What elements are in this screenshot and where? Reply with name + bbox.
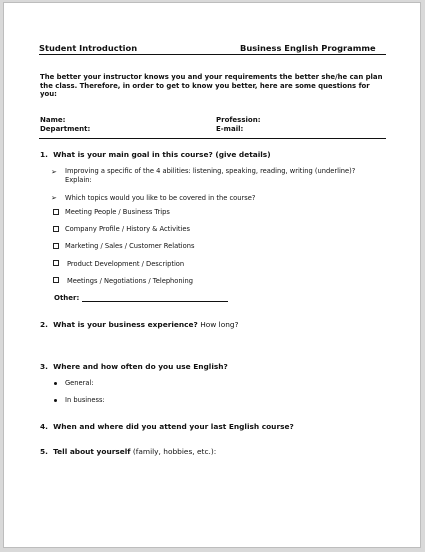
question-2	[40, 320, 239, 329]
question-1	[40, 150, 271, 159]
question-1-abilities	[65, 167, 395, 184]
department-label: Department:	[40, 125, 91, 133]
topic-checkbox[interactable]	[53, 226, 59, 232]
arrow-bullet-icon: ➢	[51, 194, 57, 202]
topic-option-label: Meetings / Negotiations / Telephoning	[67, 277, 193, 285]
topic-checkbox[interactable]	[53, 243, 59, 249]
abilities-line: Improving a specific of the 4 abilities: listening, speaking, reading, writing (underline)?	[65, 167, 356, 175]
question-4-text: When and where did you attend your last English course?	[53, 422, 294, 431]
question-5-text: Tell about yourself	[53, 447, 131, 456]
question-4-number: 4.	[40, 422, 48, 431]
bullet-icon	[54, 399, 57, 402]
question-5-number: 5.	[40, 447, 48, 456]
fields-rule	[39, 138, 386, 139]
topic-option-label: Marketing / Sales / Customer Relations	[65, 242, 195, 250]
topic-checkbox[interactable]	[53, 277, 59, 283]
topic-option-label: Company Profile / History & Activities	[65, 225, 191, 233]
topic-option-label: Meeting People / Business Trips	[65, 208, 170, 216]
bullet-icon	[54, 382, 57, 385]
question-1-topics: Which topics would you like to be covered in the course?	[65, 194, 256, 202]
document-title-right: Business English Programme	[240, 43, 376, 53]
question-2-hint: How long?	[197, 320, 239, 329]
question-5-hint: (family, hobbies, etc.):	[130, 447, 217, 456]
intro-paragraph: The better your instructor knows you and your requirements the better she/he can plan the class. Therefore, in order to get to know you better, here are some questions for you:	[40, 73, 383, 99]
general-label: General:	[65, 379, 94, 387]
question-4	[40, 422, 294, 431]
email-label: E-mail:	[216, 125, 244, 133]
question-3-number: 3.	[40, 362, 48, 371]
question-1-text: What is your main goal in this course? (give details)	[53, 150, 271, 159]
question-1-number: 1.	[40, 150, 48, 159]
question-2-text: What is your business experience?	[53, 320, 198, 329]
question-3	[40, 362, 228, 371]
document-title-left: Student Introduction	[39, 43, 138, 53]
topic-checkbox[interactable]	[53, 209, 59, 215]
arrow-bullet-icon: ➢	[51, 168, 57, 176]
topic-option-label: Product Development / Description	[67, 260, 185, 268]
explain-label: Explain:	[65, 175, 92, 184]
question-5	[40, 447, 216, 456]
other-input-line[interactable]	[82, 301, 228, 302]
question-3-text: Where and how often do you use English?	[53, 362, 228, 371]
topic-checkbox[interactable]	[53, 260, 59, 266]
document-page	[3, 2, 421, 548]
question-2-number: 2.	[40, 320, 48, 329]
header-rule	[39, 54, 386, 55]
name-label: Name:	[40, 116, 66, 124]
other-label: Other:	[54, 294, 80, 302]
profession-label: Profession:	[216, 116, 261, 124]
in-business-label: In business:	[65, 396, 105, 404]
